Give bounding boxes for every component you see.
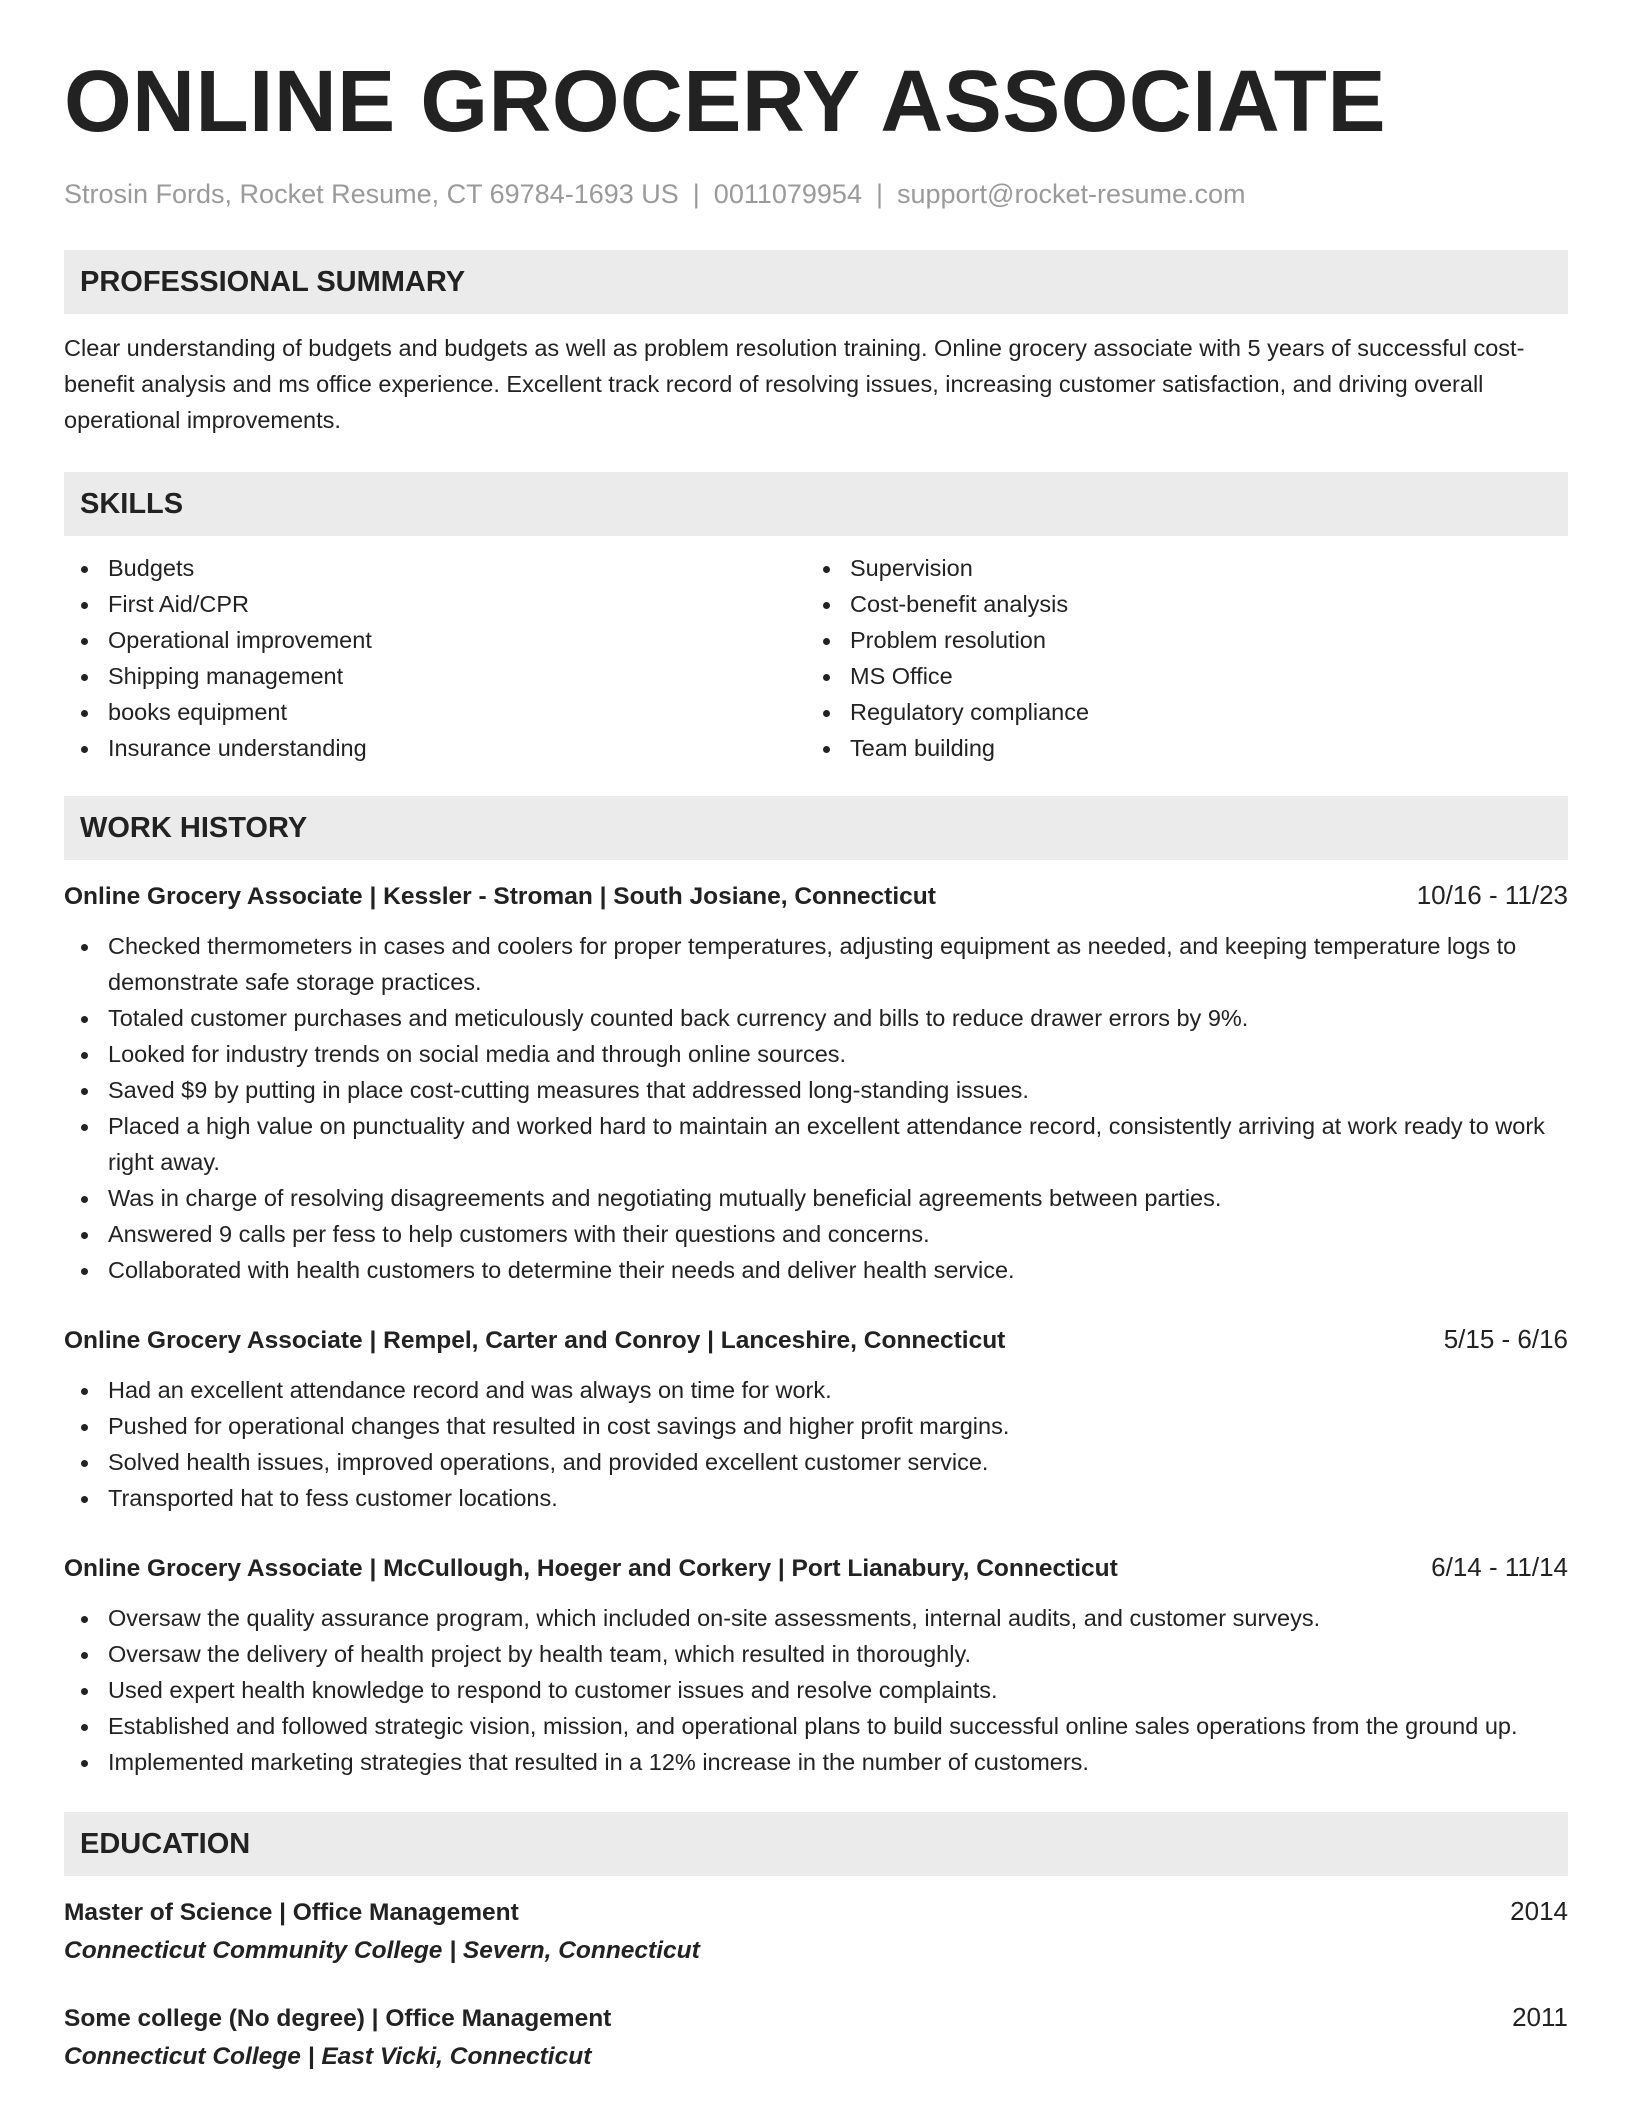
skills-column-right	[806, 550, 1548, 766]
education-section-header	[64, 1812, 1568, 1876]
summary-section-header	[64, 250, 1568, 314]
job-entry	[64, 1322, 1568, 1516]
list-item: Oversaw the quality assurance program, which included on-site assessments, internal audits, and customer surveys.	[64, 1600, 1568, 1636]
education-school: Connecticut Community College | Severn, Connecticut	[64, 1937, 700, 1964]
contact-address: Strosin Fords, Rocket Resume, CT 69784-1693 US	[64, 179, 679, 209]
job-header	[64, 1550, 1568, 1586]
summary-heading: PROFESSIONAL SUMMARY	[80, 265, 466, 298]
job-dates: 6/14 - 11/14	[1431, 1552, 1568, 1582]
list-item: Established and followed strategic vision, mission, and operational plans to build successful online sales operations from the ground up.	[64, 1708, 1568, 1744]
skill-item: Regulatory compliance	[806, 694, 1548, 730]
job-header	[64, 1322, 1568, 1358]
list-item: Answered 9 calls per fess to help customers with their questions and concerns.	[64, 1216, 1568, 1252]
list-item: Transported hat to fess customer locations.	[64, 1480, 1568, 1516]
list-item: Solved health issues, improved operations, and provided excellent customer service.	[64, 1444, 1568, 1480]
job-header	[64, 878, 1568, 914]
list-item: Totaled customer purchases and meticulously counted back currency and bills to reduce drawer errors by 9%.	[64, 1000, 1568, 1036]
skill-item: First Aid/CPR	[64, 586, 806, 622]
education-school: Connecticut College | East Vicki, Connecticut	[64, 2043, 592, 2070]
contact-phone: 0011079954	[713, 179, 862, 209]
skill-item: Team building	[806, 730, 1548, 766]
job-entry	[64, 878, 1568, 1288]
skill-item: Shipping management	[64, 658, 806, 694]
summary-text: Clear understanding of budgets and budgets as well as problem resolution training. Online grocery associate with 5 years of successful cost-benefit analysis and ms office experience. Excellent track record of resolving issues, increasing customer satisfaction, and driving overall operational improvements.	[64, 335, 1525, 433]
education-header	[64, 2000, 1568, 2036]
job-dates: 10/16 - 11/23	[1416, 880, 1568, 910]
list-item: Implemented marketing strategies that resulted in a 12% increase in the number of customers.	[64, 1744, 1568, 1780]
list-item: Saved $9 by putting in place cost-cutting measures that addressed long-standing issues.	[64, 1072, 1568, 1108]
education-heading: EDUCATION	[80, 1827, 251, 1860]
job-title: Online Grocery Associate | Rempel, Carter and Conroy | Lanceshire, Connecticut	[64, 1327, 1006, 1354]
list-item: Was in charge of resolving disagreements and negotiating mutually beneficial agreements between parties.	[64, 1180, 1568, 1216]
work-heading: WORK HISTORY	[80, 811, 308, 844]
skill-item: Supervision	[806, 550, 1548, 586]
list-item: Placed a high value on punctuality and worked hard to maintain an excellent attendance record, consistently arriving at work ready to work right away.	[64, 1108, 1568, 1180]
skill-item: Operational improvement	[64, 622, 806, 658]
education-degree: Some college (No degree) | Office Management	[64, 2005, 612, 2032]
skills-list	[64, 550, 1568, 766]
skills-section-header	[64, 472, 1568, 536]
skill-item: Budgets	[64, 550, 806, 586]
list-item: Pushed for operational changes that resulted in cost savings and higher profit margins.	[64, 1408, 1568, 1444]
job-title: Online Grocery Associate | Kessler - Stroman | South Josiane, Connecticut	[64, 883, 936, 910]
skill-item: MS Office	[806, 658, 1548, 694]
contact-email[interactable]: support@rocket-resume.com	[896, 179, 1246, 209]
skills-column-left	[64, 550, 806, 766]
job-entry	[64, 1550, 1568, 1780]
job-dates: 5/15 - 6/16	[1443, 1324, 1568, 1354]
work-section-header	[64, 796, 1568, 860]
contact-separator: |	[875, 179, 883, 209]
education-year: 2014	[1510, 1896, 1568, 1926]
skill-item: Cost-benefit analysis	[806, 586, 1548, 622]
skills-heading: SKILLS	[80, 487, 184, 520]
list-item: Had an excellent attendance record and was always on time for work.	[64, 1372, 1568, 1408]
education-degree: Master of Science | Office Management	[64, 1899, 519, 1926]
page-title: ONLINE GROCERY ASSOCIATE	[64, 53, 1386, 150]
job-title: Online Grocery Associate | McCullough, Hoeger and Corkery | Port Lianabury, Connecticut	[64, 1555, 1118, 1582]
education-year: 2011	[1512, 2002, 1568, 2032]
job-bullets	[64, 928, 1568, 1288]
education-entry	[64, 2000, 1568, 2076]
education-header	[64, 1894, 1568, 1930]
skill-item: books equipment	[64, 694, 806, 730]
skill-item: Problem resolution	[806, 622, 1548, 658]
list-item: Collaborated with health customers to determine their needs and deliver health service.	[64, 1252, 1568, 1288]
job-bullets	[64, 1600, 1568, 1780]
list-item: Oversaw the delivery of health project by health team, which resulted in thoroughly.	[64, 1636, 1568, 1672]
list-item: Used expert health knowledge to respond to customer issues and resolve complaints.	[64, 1672, 1568, 1708]
list-item: Checked thermometers in cases and coolers for proper temperatures, adjusting equipment as needed, and keeping temperature logs to demonstrate safe storage practices.	[64, 928, 1568, 1000]
job-bullets	[64, 1372, 1568, 1516]
list-item: Looked for industry trends on social media and through online sources.	[64, 1036, 1568, 1072]
skill-item: Insurance understanding	[64, 730, 806, 766]
education-entry	[64, 1894, 1568, 1970]
contact-separator: |	[692, 179, 700, 209]
contact-line	[64, 176, 1568, 212]
